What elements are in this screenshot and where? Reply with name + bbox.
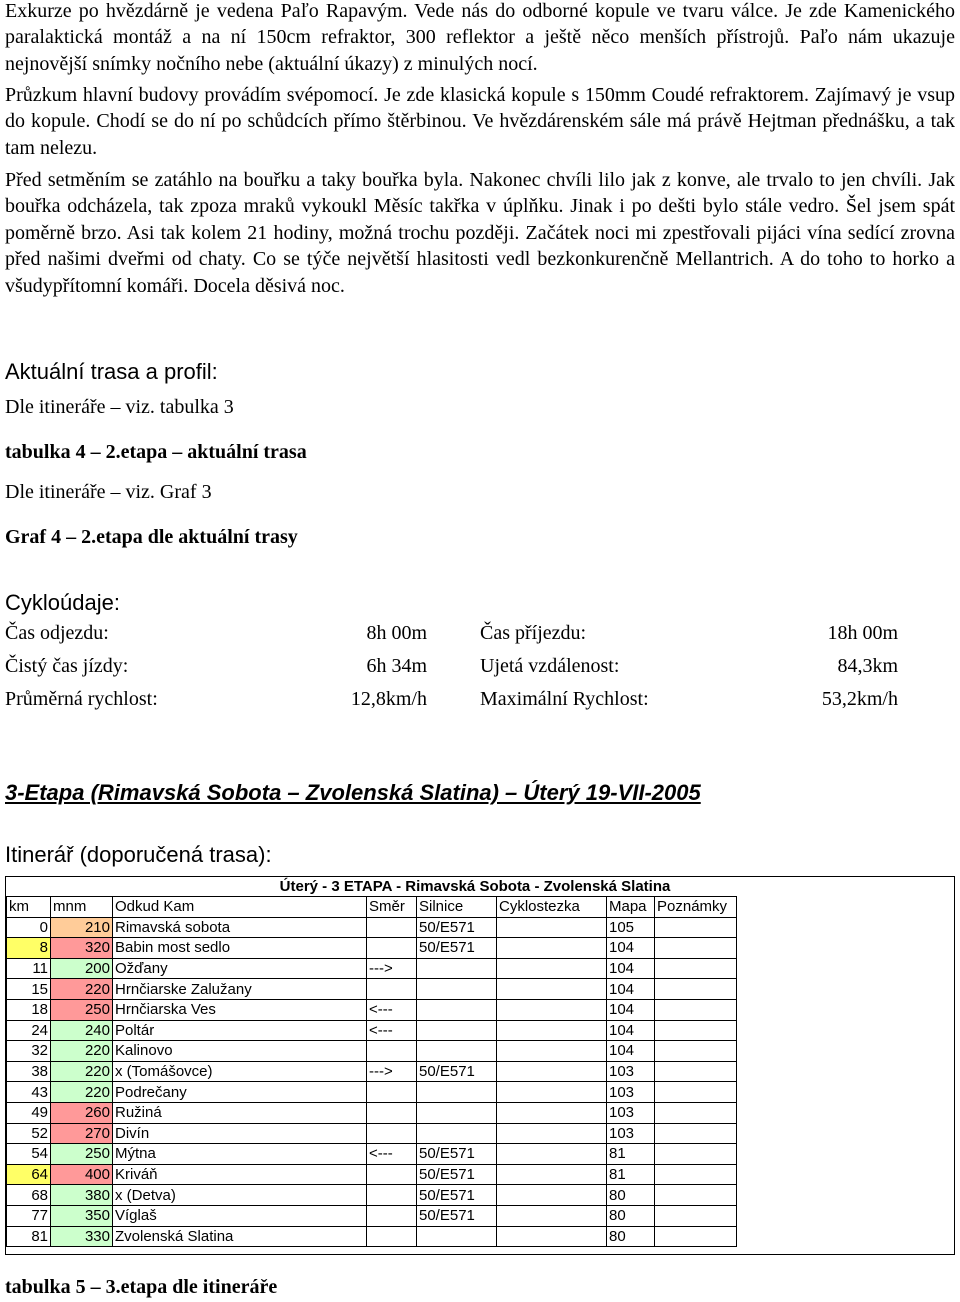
itinerary-reference-graph: Dle itineráře – viz. Graf 3: [5, 481, 212, 503]
table-cell-place: Mýtna: [113, 1144, 367, 1165]
table-cell-cyklo: [497, 1082, 607, 1103]
table-cell-cyklo: [497, 1041, 607, 1062]
table-cell-km: 0: [7, 917, 51, 938]
table-row: [7, 1102, 737, 1123]
table-cell-km: 8: [7, 938, 51, 959]
stats-row: [5, 622, 905, 655]
table-row: [7, 938, 737, 959]
table-cell-pozn: [655, 958, 737, 979]
table-row: [7, 1020, 737, 1041]
stat-value: 18h 00m: [827, 622, 898, 644]
table-cell-mapa: 81: [607, 1144, 655, 1165]
table-cell-mnm: 350: [51, 1205, 113, 1226]
table-cell-mnm: 220: [51, 1041, 113, 1062]
column-header: km: [7, 897, 51, 918]
table-cell-mapa: 104: [607, 1020, 655, 1041]
table-cell-km: 32: [7, 1041, 51, 1062]
table-row: [7, 1226, 737, 1247]
table-cell-pozn: [655, 1061, 737, 1082]
cyclo-heading: Cykloúdaje:: [5, 590, 120, 615]
table-cell-pozn: [655, 979, 737, 1000]
table-cell-smer: [367, 1226, 417, 1247]
table-cell-cyklo: [497, 938, 607, 959]
table-cell-smer: <---: [367, 1144, 417, 1165]
table-cell-km: 64: [7, 1164, 51, 1185]
table-cell-place: Ožďany: [113, 958, 367, 979]
stat-label: Čas odjezdu:: [5, 622, 109, 644]
stat-value: 12,8km/h: [350, 688, 427, 710]
table-cell-mnm: 250: [51, 999, 113, 1020]
table-title: Úterý - 3 ETAPA - Rimavská Sobota - Zvolenská Slatina: [279, 878, 671, 895]
table-cell-cyklo: [497, 1144, 607, 1165]
table-cell-pozn: [655, 1226, 737, 1247]
table-cell-mnm: 270: [51, 1123, 113, 1144]
table-row: [7, 1144, 737, 1165]
table-cell-pozn: [655, 1123, 737, 1144]
table-cell-silnice: [417, 1082, 497, 1103]
table-cell-km: 38: [7, 1061, 51, 1082]
itinerary-grid: [6, 896, 737, 1247]
table-row: [7, 1041, 737, 1062]
table-cell-smer: <---: [367, 1020, 417, 1041]
table-cell-cyklo: [497, 958, 607, 979]
column-header: Cyklostezka: [497, 897, 607, 918]
table-cell-mapa: 104: [607, 1041, 655, 1062]
table-cell-cyklo: [497, 917, 607, 938]
table-cell-place: Ružiná: [113, 1102, 367, 1123]
table-cell-mapa: 104: [607, 999, 655, 1020]
table-cell-mnm: 220: [51, 1061, 113, 1082]
table-cell-place: x (Tomášovce): [113, 1061, 367, 1082]
table-cell-mnm: 250: [51, 1144, 113, 1165]
table-cell-pozn: [655, 1082, 737, 1103]
table-cell-place: Víglaš: [113, 1205, 367, 1226]
table-cell-place: Kriváň: [113, 1164, 367, 1185]
table-cell-km: 24: [7, 1020, 51, 1041]
table-cell-silnice: [417, 979, 497, 1000]
table-cell-silnice: 50/E571: [417, 1144, 497, 1165]
table-cell-mnm: 220: [51, 979, 113, 1000]
table-cell-silnice: 50/E571: [417, 1164, 497, 1185]
table-cell-mapa: 103: [607, 1082, 655, 1103]
itinerar-heading: Itinerář (doporučená trasa):: [5, 842, 272, 867]
table-cell-silnice: 50/E571: [417, 1061, 497, 1082]
table-cell-km: 43: [7, 1082, 51, 1103]
table-cell-pozn: [655, 938, 737, 959]
table-cell-pozn: [655, 999, 737, 1020]
table-cell-smer: [367, 1164, 417, 1185]
stat-value: 84,3km: [837, 655, 898, 677]
table-cell-mnm: 400: [51, 1164, 113, 1185]
table-cell-silnice: [417, 1041, 497, 1062]
table-cell-km: 11: [7, 958, 51, 979]
table4-caption: tabulka 4 – 2.etapa – aktuální trasa: [5, 441, 307, 463]
table-cell-cyklo: [497, 999, 607, 1020]
table-cell-cyklo: [497, 1123, 607, 1144]
table-cell-cyklo: [497, 1061, 607, 1082]
table-row: [7, 999, 737, 1020]
table-cell-smer: --->: [367, 1061, 417, 1082]
table-cell-cyklo: [497, 1164, 607, 1185]
table-cell-place: Podrečany: [113, 1082, 367, 1103]
table-header-row: [7, 897, 737, 918]
itinerary-table: [5, 876, 955, 1255]
table-cell-cyklo: [497, 1185, 607, 1206]
table-cell-pozn: [655, 1020, 737, 1041]
table-cell-mapa: 104: [607, 958, 655, 979]
table-cell-km: 49: [7, 1102, 51, 1123]
table-cell-place: Poltár: [113, 1020, 367, 1041]
paragraph-main-building: Průzkum hlavní budovy provádím svépomocí. Je zde klasická kopule s 150mm Coudé refraktorem. Zajímavý je vsup do kopule. Chodí se do ní po schůdcích přímo štěrbinou. Ve hvězdárenském sále má právě Hejtman přednášku, a tak tam nelezu.: [5, 84, 955, 159]
cyclo-stats: [5, 622, 905, 721]
paragraph-observatory-tour: Exkurze po hvězdárně je vedena Paľo Rapavým. Vede nás do odborné kopule ve tvaru válce. Je zde Kamenického paralaktická montáž a na ní 150cm refraktor, 300 reflektor a ještě něco menších přístrojů. Paľo nám ukazuje nejnovější snímky nočního nebe (aktuální úkazy) z minulých nocí.: [5, 0, 955, 75]
column-header: Odkud Kam: [113, 897, 367, 918]
table-cell-mapa: 104: [607, 938, 655, 959]
table-cell-cyklo: [497, 979, 607, 1000]
etapa-heading: 3-Etapa (Rimavská Sobota – Zvolenská Slatina) – Úterý 19-VII-2005: [5, 780, 701, 805]
table-cell-smer: [367, 1123, 417, 1144]
table-cell-silnice: [417, 1123, 497, 1144]
column-header: Poznámky: [655, 897, 737, 918]
table-cell-place: Kalinovo: [113, 1041, 367, 1062]
stat-label: Čas příjezdu:: [480, 622, 587, 644]
table-cell-place: Rimavská sobota: [113, 917, 367, 938]
table-cell-silnice: 50/E571: [417, 1185, 497, 1206]
table-cell-mapa: 81: [607, 1164, 655, 1185]
table-cell-pozn: [655, 1102, 737, 1123]
table-cell-silnice: 50/E571: [417, 938, 497, 959]
table-cell-cyklo: [497, 1102, 607, 1123]
table-row: [7, 1123, 737, 1144]
table-cell-smer: [367, 1041, 417, 1062]
table-cell-pozn: [655, 1205, 737, 1226]
table-cell-km: 54: [7, 1144, 51, 1165]
table-cell-mnm: 240: [51, 1020, 113, 1041]
table-cell-km: 68: [7, 1185, 51, 1206]
table-cell-mnm: 320: [51, 938, 113, 959]
table-cell-silnice: [417, 958, 497, 979]
table-cell-silnice: [417, 999, 497, 1020]
table5-caption: tabulka 5 – 3.etapa dle itineráře: [5, 1276, 278, 1298]
table-row: [7, 917, 737, 938]
table-row: [7, 1061, 737, 1082]
table-cell-silnice: 50/E571: [417, 1205, 497, 1226]
itinerary-reference-table: Dle itineráře – viz. tabulka 3: [5, 396, 234, 418]
table-cell-smer: [367, 979, 417, 1000]
table-cell-pozn: [655, 1041, 737, 1062]
stat-label: Čistý čas jízdy:: [5, 655, 129, 677]
table-cell-mapa: 105: [607, 917, 655, 938]
column-header: mnm: [51, 897, 113, 918]
table-cell-cyklo: [497, 1205, 607, 1226]
table-cell-smer: --->: [367, 958, 417, 979]
table-row: [7, 1082, 737, 1103]
table-cell-mapa: 103: [607, 1102, 655, 1123]
stats-row: [5, 688, 905, 721]
table-cell-place: Babin most sedlo: [113, 938, 367, 959]
table-cell-mapa: 104: [607, 979, 655, 1000]
column-header: Směr: [367, 897, 417, 918]
table-cell-mapa: 103: [607, 1123, 655, 1144]
table-cell-mapa: 80: [607, 1185, 655, 1206]
table-cell-mapa: 103: [607, 1061, 655, 1082]
stat-label: Maximální Rychlost:: [480, 688, 649, 710]
stat-value: 6h 34m: [366, 655, 427, 677]
table-cell-place: x (Detva): [113, 1185, 367, 1206]
table-cell-km: 77: [7, 1205, 51, 1226]
table-cell-smer: [367, 938, 417, 959]
table-row: [7, 979, 737, 1000]
table-cell-mnm: 260: [51, 1102, 113, 1123]
stat-label: Ujetá vzdálenost:: [480, 655, 620, 677]
table-cell-silnice: [417, 1226, 497, 1247]
table-cell-place: Divín: [113, 1123, 367, 1144]
table-cell-km: 18: [7, 999, 51, 1020]
table-cell-smer: <---: [367, 999, 417, 1020]
stat-value: 8h 00m: [366, 622, 427, 644]
table-cell-place: Zvolenská Slatina: [113, 1226, 367, 1247]
table-cell-smer: [367, 917, 417, 938]
table-cell-km: 81: [7, 1226, 51, 1247]
column-header: Silnice: [417, 897, 497, 918]
stat-value: 53,2km/h: [821, 688, 898, 710]
table-cell-silnice: [417, 1102, 497, 1123]
column-header: Mapa: [607, 897, 655, 918]
table-cell-mnm: 210: [51, 917, 113, 938]
table-cell-smer: [367, 1082, 417, 1103]
table-cell-cyklo: [497, 1020, 607, 1041]
table-row: [7, 1185, 737, 1206]
paragraph-storm-night: Před setměním se zatáhlo na bouřku a taky bouřka byla. Nakonec chvíli lilo jak z konve, ale trvalo to jen chvíli. Jak bouřka odcházela, tak zpoza mraků vykoukl Měsíc takřka v úplňku. Jinak i po dešti bylo stále vedro. Šel jsem spát poměrně brzo. Asi tak kolem 21 hodiny, možná trochu později. Začátek noci mi zpestřovali pijáci vína sedící zrovna před našimi dveřmi od chaty. Co se týče největší hlasitosti vedl bezkonkurenčně Mellantrich. A do toho to horko a všudypřítomní komáři. Docela děsivá noc.: [5, 169, 955, 297]
graf4-caption: Graf 4 – 2.etapa dle aktuální trasy: [5, 526, 298, 548]
stats-row: [5, 655, 905, 688]
table-cell-mnm: 330: [51, 1226, 113, 1247]
stat-label: Průměrná rychlost:: [5, 688, 158, 710]
table-cell-mapa: 80: [607, 1205, 655, 1226]
table-cell-place: Hrnčiarska Ves: [113, 999, 367, 1020]
table-cell-mnm: 220: [51, 1082, 113, 1103]
table-cell-place: Hrnčiarske Zalužany: [113, 979, 367, 1000]
table-cell-pozn: [655, 917, 737, 938]
table-cell-silnice: [417, 1020, 497, 1041]
table-cell-km: 15: [7, 979, 51, 1000]
route-heading: Aktuální trasa a profil:: [5, 359, 218, 384]
table-cell-mnm: 380: [51, 1185, 113, 1206]
table-cell-cyklo: [497, 1226, 607, 1247]
table-cell-km: 52: [7, 1123, 51, 1144]
table-cell-pozn: [655, 1144, 737, 1165]
table-cell-pozn: [655, 1185, 737, 1206]
table-cell-silnice: 50/E571: [417, 917, 497, 938]
table-cell-smer: [367, 1205, 417, 1226]
table-cell-pozn: [655, 1164, 737, 1185]
table-row: [7, 1164, 737, 1185]
table-cell-smer: [367, 1185, 417, 1206]
table-row: [7, 1205, 737, 1226]
table-cell-mnm: 200: [51, 958, 113, 979]
table-cell-smer: [367, 1102, 417, 1123]
table-cell-mapa: 80: [607, 1226, 655, 1247]
table-row: [7, 958, 737, 979]
